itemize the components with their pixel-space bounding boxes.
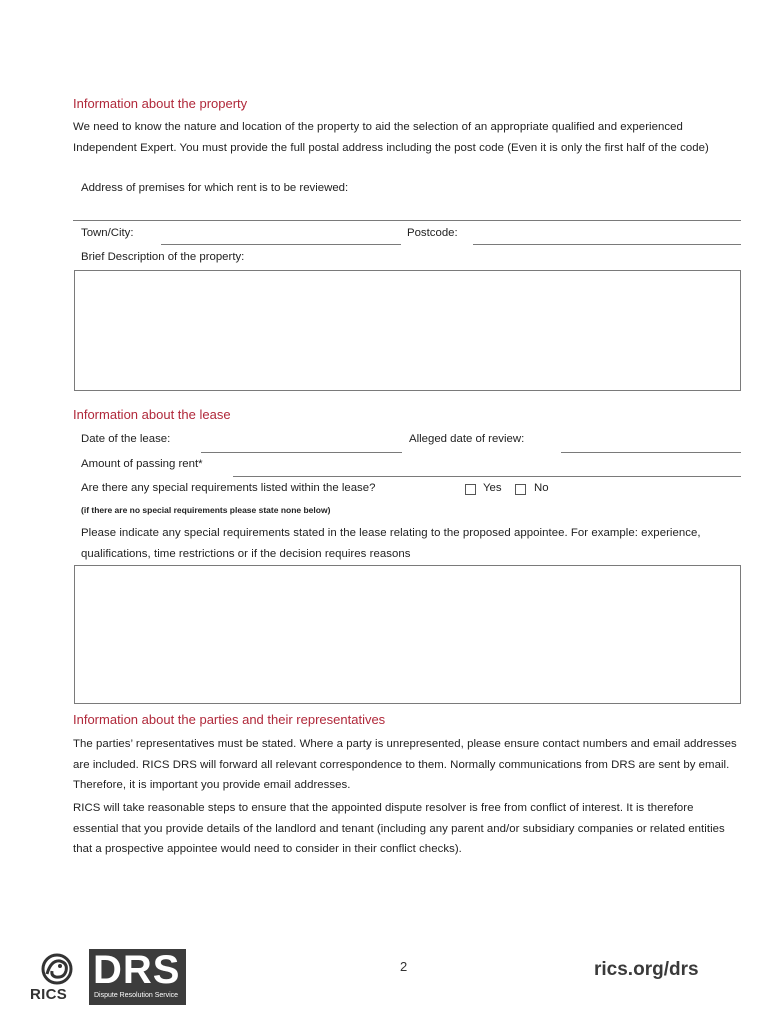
special-requirements-label: Are there any special requirements listed within the lease? <box>81 482 376 494</box>
town-label: Town/City: <box>81 227 134 239</box>
passing-rent-field[interactable] <box>233 476 741 477</box>
lease-date-label: Date of the lease: <box>81 433 171 445</box>
lease-date-field[interactable] <box>201 452 402 453</box>
rics-logo <box>30 952 85 1004</box>
drs-logo-subtitle: Dispute Resolution Service <box>94 992 179 999</box>
page-number: 2 <box>400 959 408 974</box>
rics-logo-text: RICS <box>30 986 68 1003</box>
parties-paragraph-2: RICS will take reasonable steps to ensure that the appointed dispute resolver is free from conflict of interest. It is therefore essential that you provide details of the landlord and tenant (including any parent and/or subsidiary companies or related entities that a prospective appointee would need to consider in their conflict checks). <box>73 802 725 855</box>
none-note: (if there are no special requirements please state none below) <box>81 505 331 515</box>
review-date-label: Alleged date of review: <box>409 433 525 445</box>
parties-paragraph-1: The parties’ representatives must be stated. Where a party is unrepresented, please ensure contact numbers and email addresses are included. RICS DRS will forward all relevant correspondence to them. Normally communications from DRS are sent by email. Therefore, it is important you provide email addresses. <box>73 738 737 791</box>
rics-lion-icon <box>30 952 85 986</box>
description-label: Brief Description of the property: <box>81 251 245 263</box>
parties-heading: Information about the parties and their representatives <box>73 712 386 727</box>
postcode-label: Postcode: <box>407 227 458 239</box>
special-requirements-textarea[interactable] <box>74 565 741 704</box>
drs-logo <box>89 949 186 1005</box>
lease-heading: Information about the lease <box>73 407 231 422</box>
description-textarea[interactable] <box>74 270 741 391</box>
no-checkbox[interactable] <box>515 484 526 495</box>
no-label: No <box>534 482 549 494</box>
postcode-field[interactable] <box>473 244 741 245</box>
drs-logo-text: DRS <box>93 948 181 992</box>
yes-label: Yes <box>483 482 502 494</box>
yes-checkbox[interactable] <box>465 484 476 495</box>
address-field[interactable] <box>73 220 741 221</box>
review-date-field[interactable] <box>561 452 741 453</box>
address-label: Address of premises for which rent is to be reviewed: <box>81 182 349 194</box>
footer-url-link[interactable]: rics.org/drs <box>594 959 699 980</box>
town-field[interactable] <box>161 244 401 245</box>
property-heading: Information about the property <box>73 96 248 111</box>
property-intro: We need to know the nature and location of the property to aid the selection of an appropriate qualified and experienced Independent Expert. You must provide the full postal address including the post code (Even it is only the first half of the code) <box>73 121 709 154</box>
passing-rent-label: Amount of passing rent* <box>81 458 203 470</box>
special-requirements-instructions: Please indicate any special requirements stated in the lease relating to the proposed appointee. For example: experience, qualifications, time restrictions or if the decision requires reasons <box>81 527 701 560</box>
